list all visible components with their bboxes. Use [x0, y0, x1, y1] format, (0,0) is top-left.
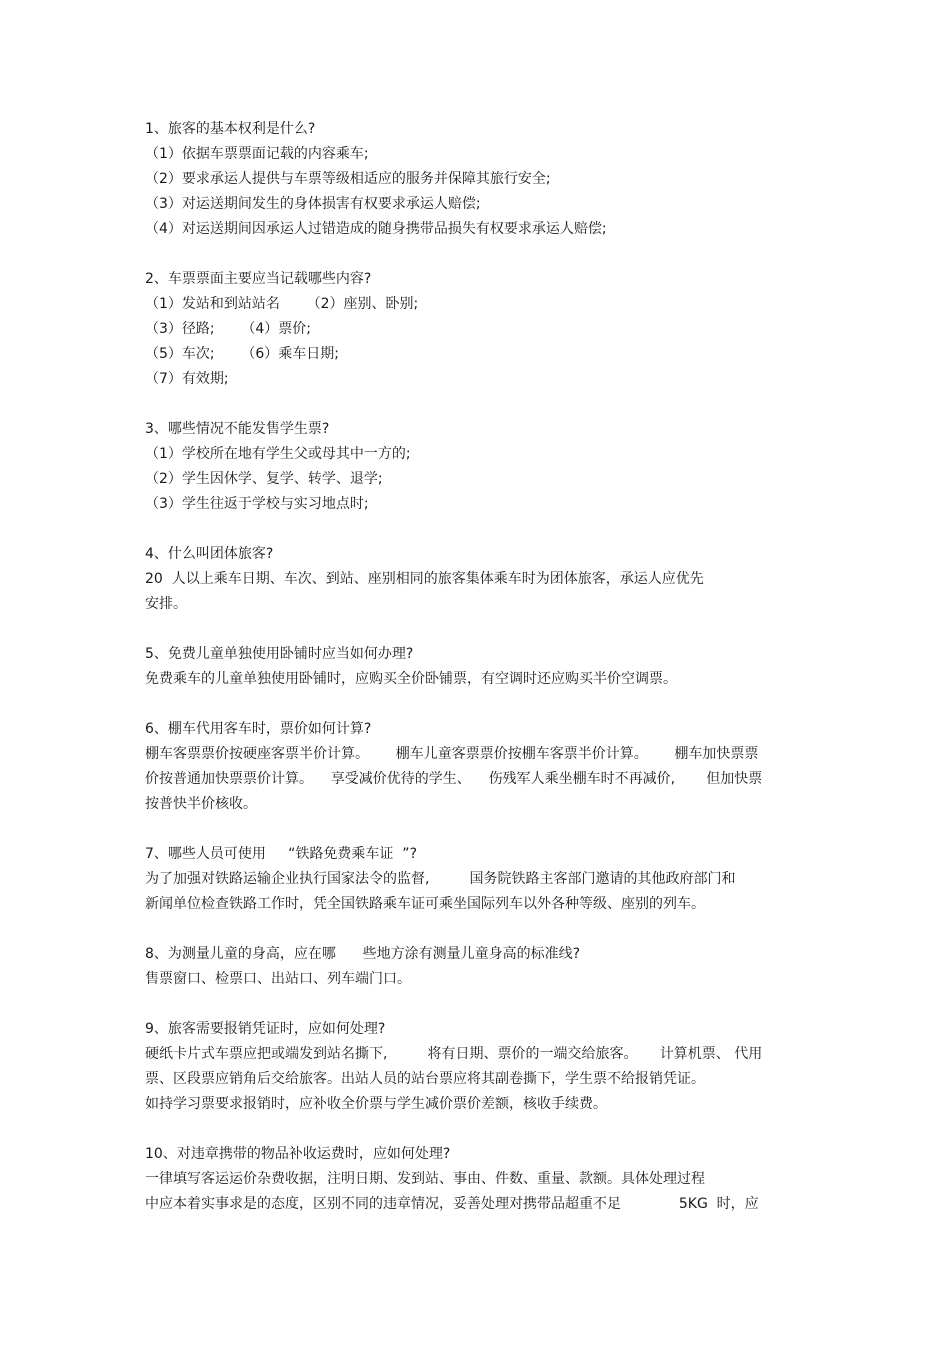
answer-line: 棚车客票票价按硬座客票半价计算。 棚车儿童客票票价按棚车客票半价计算。 棚车加快票票 [145, 746, 759, 762]
qa-section [145, 1142, 810, 1217]
question-heading: 2、车票票面主要应当记载哪些内容? [145, 271, 372, 287]
answer-line: 票、区段票应销角后交给旅客。出站人员的站台票应将其副卷撕下，学生票不给报销凭证。 [145, 1071, 705, 1087]
answer-line: （7）有效期; [145, 371, 229, 387]
qa-section [145, 542, 810, 617]
answer-line: （3）对运送期间发生的身体损害有权要求承运人赔偿; [145, 196, 481, 212]
qa-section [145, 942, 810, 992]
answer-line: 20 人以上乘车日期、车次、到站、座别相同的旅客集体乘车时为团体旅客，承运人应优先 [145, 571, 704, 587]
answer-line: （2）要求承运人提供与车票等级相适应的服务并保障其旅行安全; [145, 171, 551, 187]
answer-line: （5）车次; （6）乘车日期; [145, 346, 339, 362]
question-heading: 6、棚车代用客车时，票价如何计算? [145, 721, 372, 737]
answer-line: （1）学校所在地有学生父或母其中一方的; [145, 446, 411, 462]
qa-section [145, 717, 810, 817]
answer-line: 新闻单位检查铁路工作时，凭全国铁路乘车证可乘坐国际列车以外各种等级、座别的列车。 [145, 896, 705, 912]
answer-line: （3）径路; （4）票价; [145, 321, 311, 337]
qa-section [145, 417, 810, 517]
question-heading: 7、哪些人员可使用 “铁路免费乘车证 ”? [145, 846, 417, 862]
question-heading: 8、为测量儿童的身高，应在哪 些地方涂有测量儿童身高的标准线? [145, 946, 581, 962]
answer-line: 免费乘车的儿童单独使用卧铺时，应购买全价卧铺票，有空调时还应购买半价空调票。 [145, 671, 677, 687]
answer-line: （1）发站和到站站名 （2）座别、卧别; [145, 296, 419, 312]
answer-line: 售票窗口、检票口、出站口、列车端门口。 [145, 971, 411, 987]
answer-line: （3）学生往返于学校与实习地点时; [145, 496, 369, 512]
answer-line: 为了加强对铁路运输企业执行国家法令的监督, 国务院铁路主客部门邀请的其他政府部门和 [145, 871, 736, 887]
question-heading: 1、旅客的基本权利是什么? [145, 121, 316, 137]
answer-line: （1）依据车票票面记载的内容乘车; [145, 146, 369, 162]
qa-section [145, 1017, 810, 1117]
answer-line: 如持学习票要求报销时，应补收全价票与学生减价票价差额，核收手续费。 [145, 1096, 607, 1112]
answer-line: 按普快半价核收。 [145, 796, 257, 812]
qa-section [145, 117, 810, 242]
answer-line: 安排。 [145, 596, 187, 612]
question-heading: 3、哪些情况不能发售学生票? [145, 421, 330, 437]
document-body [145, 117, 810, 1242]
answer-line: 价按普通加快票票价计算。 享受减价优待的学生、 伤残军人乘坐棚车时不再减价, 但加快票 [145, 771, 763, 787]
answer-line: （2）学生因休学、复学、转学、退学; [145, 471, 383, 487]
answer-line: （4）对运送期间因承运人过错造成的随身携带品损失有权要求承运人赔偿; [145, 221, 607, 237]
question-heading: 4、什么叫团体旅客? [145, 546, 274, 562]
question-heading: 9、旅客需要报销凭证时，应如何处理? [145, 1021, 386, 1037]
answer-line: 中应本着实事求是的态度，区别不同的违章情况，妥善处理对携带品超重不足 5KG 时，应 [145, 1196, 759, 1212]
qa-section [145, 842, 810, 917]
answer-line: 硬纸卡片式车票应把或端发到站名撕下, 将有日期、票价的一端交给旅客。 计算机票、 代用 [145, 1046, 763, 1062]
question-heading: 10、对违章携带的物品补收运费时，应如何处理? [145, 1146, 451, 1162]
qa-section [145, 267, 810, 392]
answer-line: 一律填写客运运价杂费收据，注明日期、发到站、事由、件数、重量、款额。具体处理过程 [145, 1171, 705, 1187]
question-heading: 5、免费儿童单独使用卧铺时应当如何办理? [145, 646, 414, 662]
qa-section [145, 642, 810, 692]
